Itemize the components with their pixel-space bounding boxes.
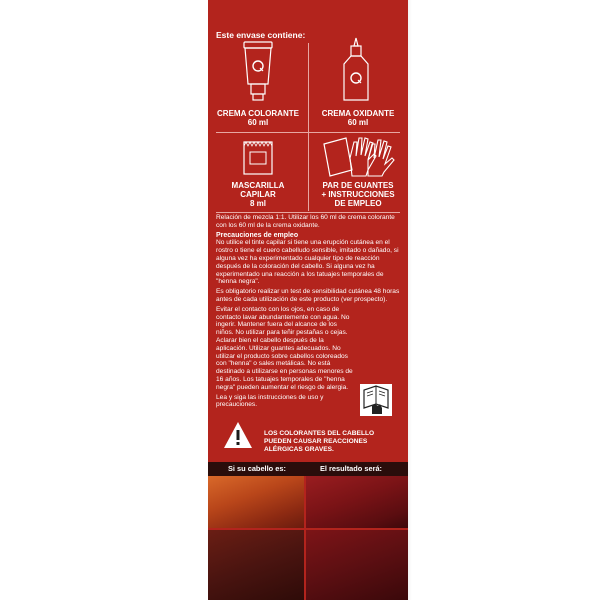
read-instructions-icon (358, 382, 394, 418)
crema-oxidante-label: CREMA OXIDANTE 60 ml (321, 109, 395, 127)
precautions-paragraph-2: Es obligatorio realizar un test de sensibilidad cutánea 48 horas antes de cada utilización de este producto (ver prospecto). (216, 288, 400, 303)
shade-chart-header (208, 462, 408, 476)
precautions-heading: Precauciones de empleo (216, 231, 299, 239)
hair-swatch-after-2 (306, 530, 408, 600)
crema-colorante-label: CREMA COLORANTE 60 ml (217, 109, 299, 127)
precautions-paragraph-4: Lea y siga las instrucciones de uso y precauciones. (216, 393, 324, 409)
mascarilla-label: MASCARILLA CAPILAR 8 ml (231, 181, 285, 208)
grid-divider-horizontal-1 (216, 132, 400, 133)
grid-divider-horizontal-2 (216, 212, 400, 213)
hair-swatch-after-1 (306, 476, 408, 528)
shade-before-label: Si su cabello es: (228, 464, 286, 473)
precautions-paragraph-3: Evitar el contacto con los ojos, en caso de contacto lavar abundantemente con agua. No ingerir. Mantener fuera del alcance de los niños. No utilizar para teñir pestañas o cejas. Aclarar bien el cabello después de la aplicación. Utilizar guantes adecuados. No utilizar el producto sobre cabellos coloreados con "henna" o sales metálicas. No está destinado a utilizarse en personas menores de 16 años. Los tatuajes temporales de "henna negra" pueden aumentar el riesgo de alergia. (216, 305, 353, 391)
warning-icon (222, 420, 254, 450)
cream-tube-icon (238, 40, 278, 102)
hair-swatch-before-2 (208, 530, 304, 600)
precautions-paragraph-1: No utilice el tinte capilar si tiene una erupción cutánea en el rostro o tiene el cuero cabelludo sensible, imitado o dañado, si alguna vez ha experimentado cualquier tipo de reacción después de la coloración del cabello. Si alguna vez ha experimentado una reacción a los tatuajes temporales de "henna negra". (216, 239, 399, 286)
mask-sachet-icon (240, 138, 276, 178)
developer-bottle-icon (336, 36, 376, 104)
grid-divider-vertical (308, 43, 309, 211)
hair-swatch-before-1 (208, 476, 304, 528)
gloves-instructions-icon (318, 134, 400, 180)
allergy-warning: LOS COLORANTES DEL CABELLO PUEDEN CAUSAR REACCIONES ALÉRGICAS GRAVES. (264, 430, 375, 453)
guantes-label: PAR DE GUANTES + INSTRUCCIONES DE EMPLEO (321, 181, 395, 208)
contents-title: Este envase contiene: (216, 30, 306, 40)
mix-ratio-text: Relación de mezcla 1:1. Utilizar los 60 ml de crema colorante con los 60 ml de la crema oxidante. (216, 214, 395, 229)
hair-dye-box-panel (208, 0, 408, 600)
shade-after-label: El resultado será: (320, 464, 383, 473)
